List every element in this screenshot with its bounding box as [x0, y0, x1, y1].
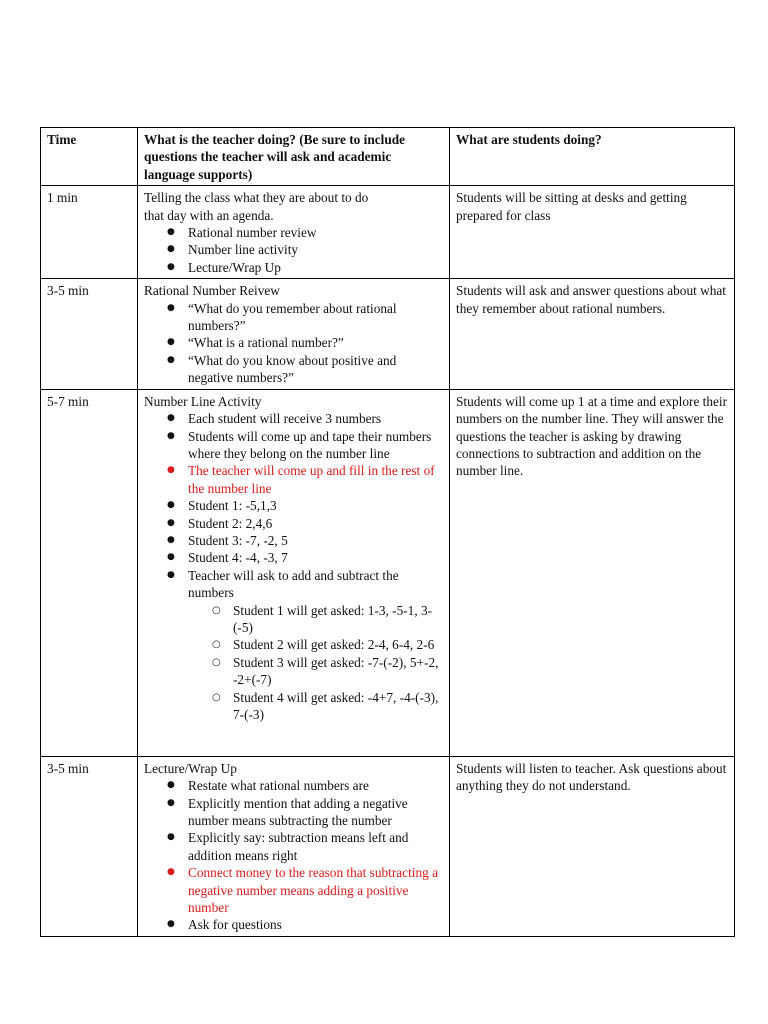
- list-item: ● Ask for questions: [167, 916, 443, 933]
- time-cell: 5-7 min: [41, 389, 138, 756]
- list-item: ● Each student will receive 3 numbers: [167, 410, 443, 427]
- list-item-highlighted: ● The teacher will come up and fill in the rest of the number line: [167, 462, 443, 497]
- sub-bullet-list: [188, 602, 443, 724]
- time-cell: 3-5 min: [41, 756, 138, 936]
- header-teacher: What is the teacher doing? (Be sure to include questions the teacher will ask and academic language supports): [138, 128, 450, 186]
- students-cell: Students will come up 1 at a time and explore their numbers on the number line. They will answer the questions the teacher is asking by drawing connections to subtraction and addition on the number line.: [450, 389, 735, 756]
- list-item: ● Student 1: -5,1,3: [167, 497, 443, 514]
- list-item: ● Student 2: 2,4,6: [167, 515, 443, 532]
- sub-list-item: ○ Student 3 will get asked: -7-(-2), 5+-2, -2+(-7): [212, 654, 443, 689]
- table-row: [41, 186, 735, 279]
- list-item: ● Number line activity: [167, 241, 443, 258]
- bullet-list: [144, 300, 443, 387]
- lesson-plan-table: [40, 127, 735, 937]
- list-item: ● Lecture/Wrap Up: [167, 259, 443, 276]
- students-cell: Students will listen to teacher. Ask questions about anything they do not understand.: [450, 756, 735, 936]
- sub-list-item: ○ Student 2 will get asked: 2-4, 6-4, 2-6: [212, 636, 443, 653]
- header-students: What are students doing?: [450, 128, 735, 186]
- teacher-cell: [138, 186, 450, 279]
- list-item: ● “What do you remember about rational numbers?”: [167, 300, 443, 335]
- teacher-cell: [138, 389, 450, 756]
- list-item: ● Students will come up and tape their numbers where they belong on the number line: [167, 428, 443, 463]
- list-item: ● Student 3: -7, -2, 5: [167, 532, 443, 549]
- time-cell: 1 min: [41, 186, 138, 279]
- teacher-cell: [138, 756, 450, 936]
- sub-list-item: ○ Student 1 will get asked: 1-3, -5-1, 3-(-5): [212, 602, 443, 637]
- list-item-highlighted: ● Connect money to the reason that subtracting a negative number means adding a positive number: [167, 864, 443, 916]
- list-item: ● “What do you know about positive and negative numbers?”: [167, 352, 443, 387]
- time-cell: 3-5 min: [41, 279, 138, 389]
- list-item: ● Explicitly say: subtraction means left and addition means right: [167, 829, 443, 864]
- list-item: ● Explicitly mention that adding a negative number means subtracting the number: [167, 795, 443, 830]
- table-row: [41, 279, 735, 389]
- table-row: [41, 389, 735, 756]
- students-cell: Students will be sitting at desks and getting prepared for class: [450, 186, 735, 279]
- students-cell: Students will ask and answer questions about what they remember about rational numbers.: [450, 279, 735, 389]
- section-title: Number Line Activity: [144, 393, 262, 409]
- bullet-list: [144, 224, 443, 276]
- list-item: ● “What is a rational number?”: [167, 334, 443, 351]
- section-title: Lecture/Wrap Up: [144, 760, 237, 776]
- sub-list-item: ○ Student 4 will get asked: -4+7, -4-(-3), 7-(-3): [212, 689, 443, 724]
- list-item: ● Restate what rational numbers are: [167, 777, 443, 794]
- bullet-list: [144, 777, 443, 934]
- teacher-cell: [138, 279, 450, 389]
- section-title: Rational Number Reivew: [144, 283, 280, 299]
- list-item: ● Student 4: -4, -3, 7: [167, 549, 443, 566]
- header-time: Time: [41, 128, 138, 186]
- teacher-text: Telling the class what they are about to do: [144, 190, 369, 206]
- bullet-list: [144, 410, 443, 723]
- table-row: [41, 756, 735, 936]
- list-item: ● Rational number review: [167, 224, 443, 241]
- list-item-text: Teacher will ask to add and subtract the numbers: [188, 567, 399, 601]
- list-item: [167, 567, 443, 724]
- teacher-text: that day with an agenda.: [144, 207, 274, 223]
- table-header-row: [41, 128, 735, 186]
